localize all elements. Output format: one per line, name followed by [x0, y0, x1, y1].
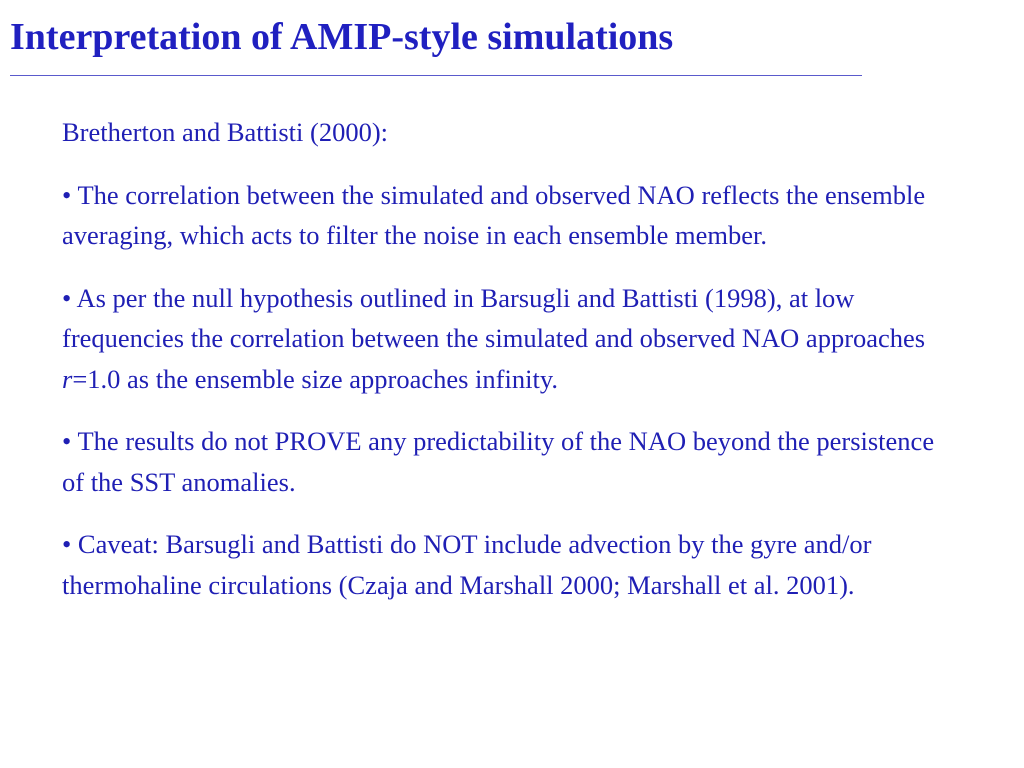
bullet-marker: • — [62, 426, 72, 456]
correlation-symbol: r — [62, 363, 73, 394]
bullet-marker: • — [62, 282, 72, 313]
bullet-text: Caveat: Barsugli and Battisti do NOT include advection by the gyre and/or thermohaline circulations (Czaja and Marshall 2000; Marshall et al. 2001). — [62, 529, 872, 600]
bullet-null-hypothesis — [62, 278, 962, 400]
bullet-predictability — [62, 421, 962, 502]
bullet-text-start: As per the null hypothesis outlined in Barsugli and Battisti (1998), at low frequencies the correlation between the simulated and observed NAO approaches — [62, 282, 926, 353]
bullet-marker: • — [62, 179, 72, 210]
intro-citation: Bretherton and Battisti (2000): — [62, 117, 389, 147]
bullet-caveat — [62, 524, 962, 605]
bullet-marker: • — [62, 529, 72, 559]
bullet-text: The results do not PROVE any predictability of the NAO beyond the persistence of the SST anomalies. — [62, 426, 935, 497]
slide-body — [62, 112, 962, 605]
bullet-text-end: =1.0 as the ensemble size approaches infinity. — [72, 363, 558, 394]
slide-title: Interpretation of AMIP-style simulations — [10, 16, 674, 58]
title-underline — [10, 75, 862, 76]
bullet-ensemble-averaging — [62, 175, 962, 256]
bullet-text: The correlation between the simulated and observed NAO reflects the ensemble averaging, which acts to filter the noise in each ensemble member. — [62, 179, 926, 250]
